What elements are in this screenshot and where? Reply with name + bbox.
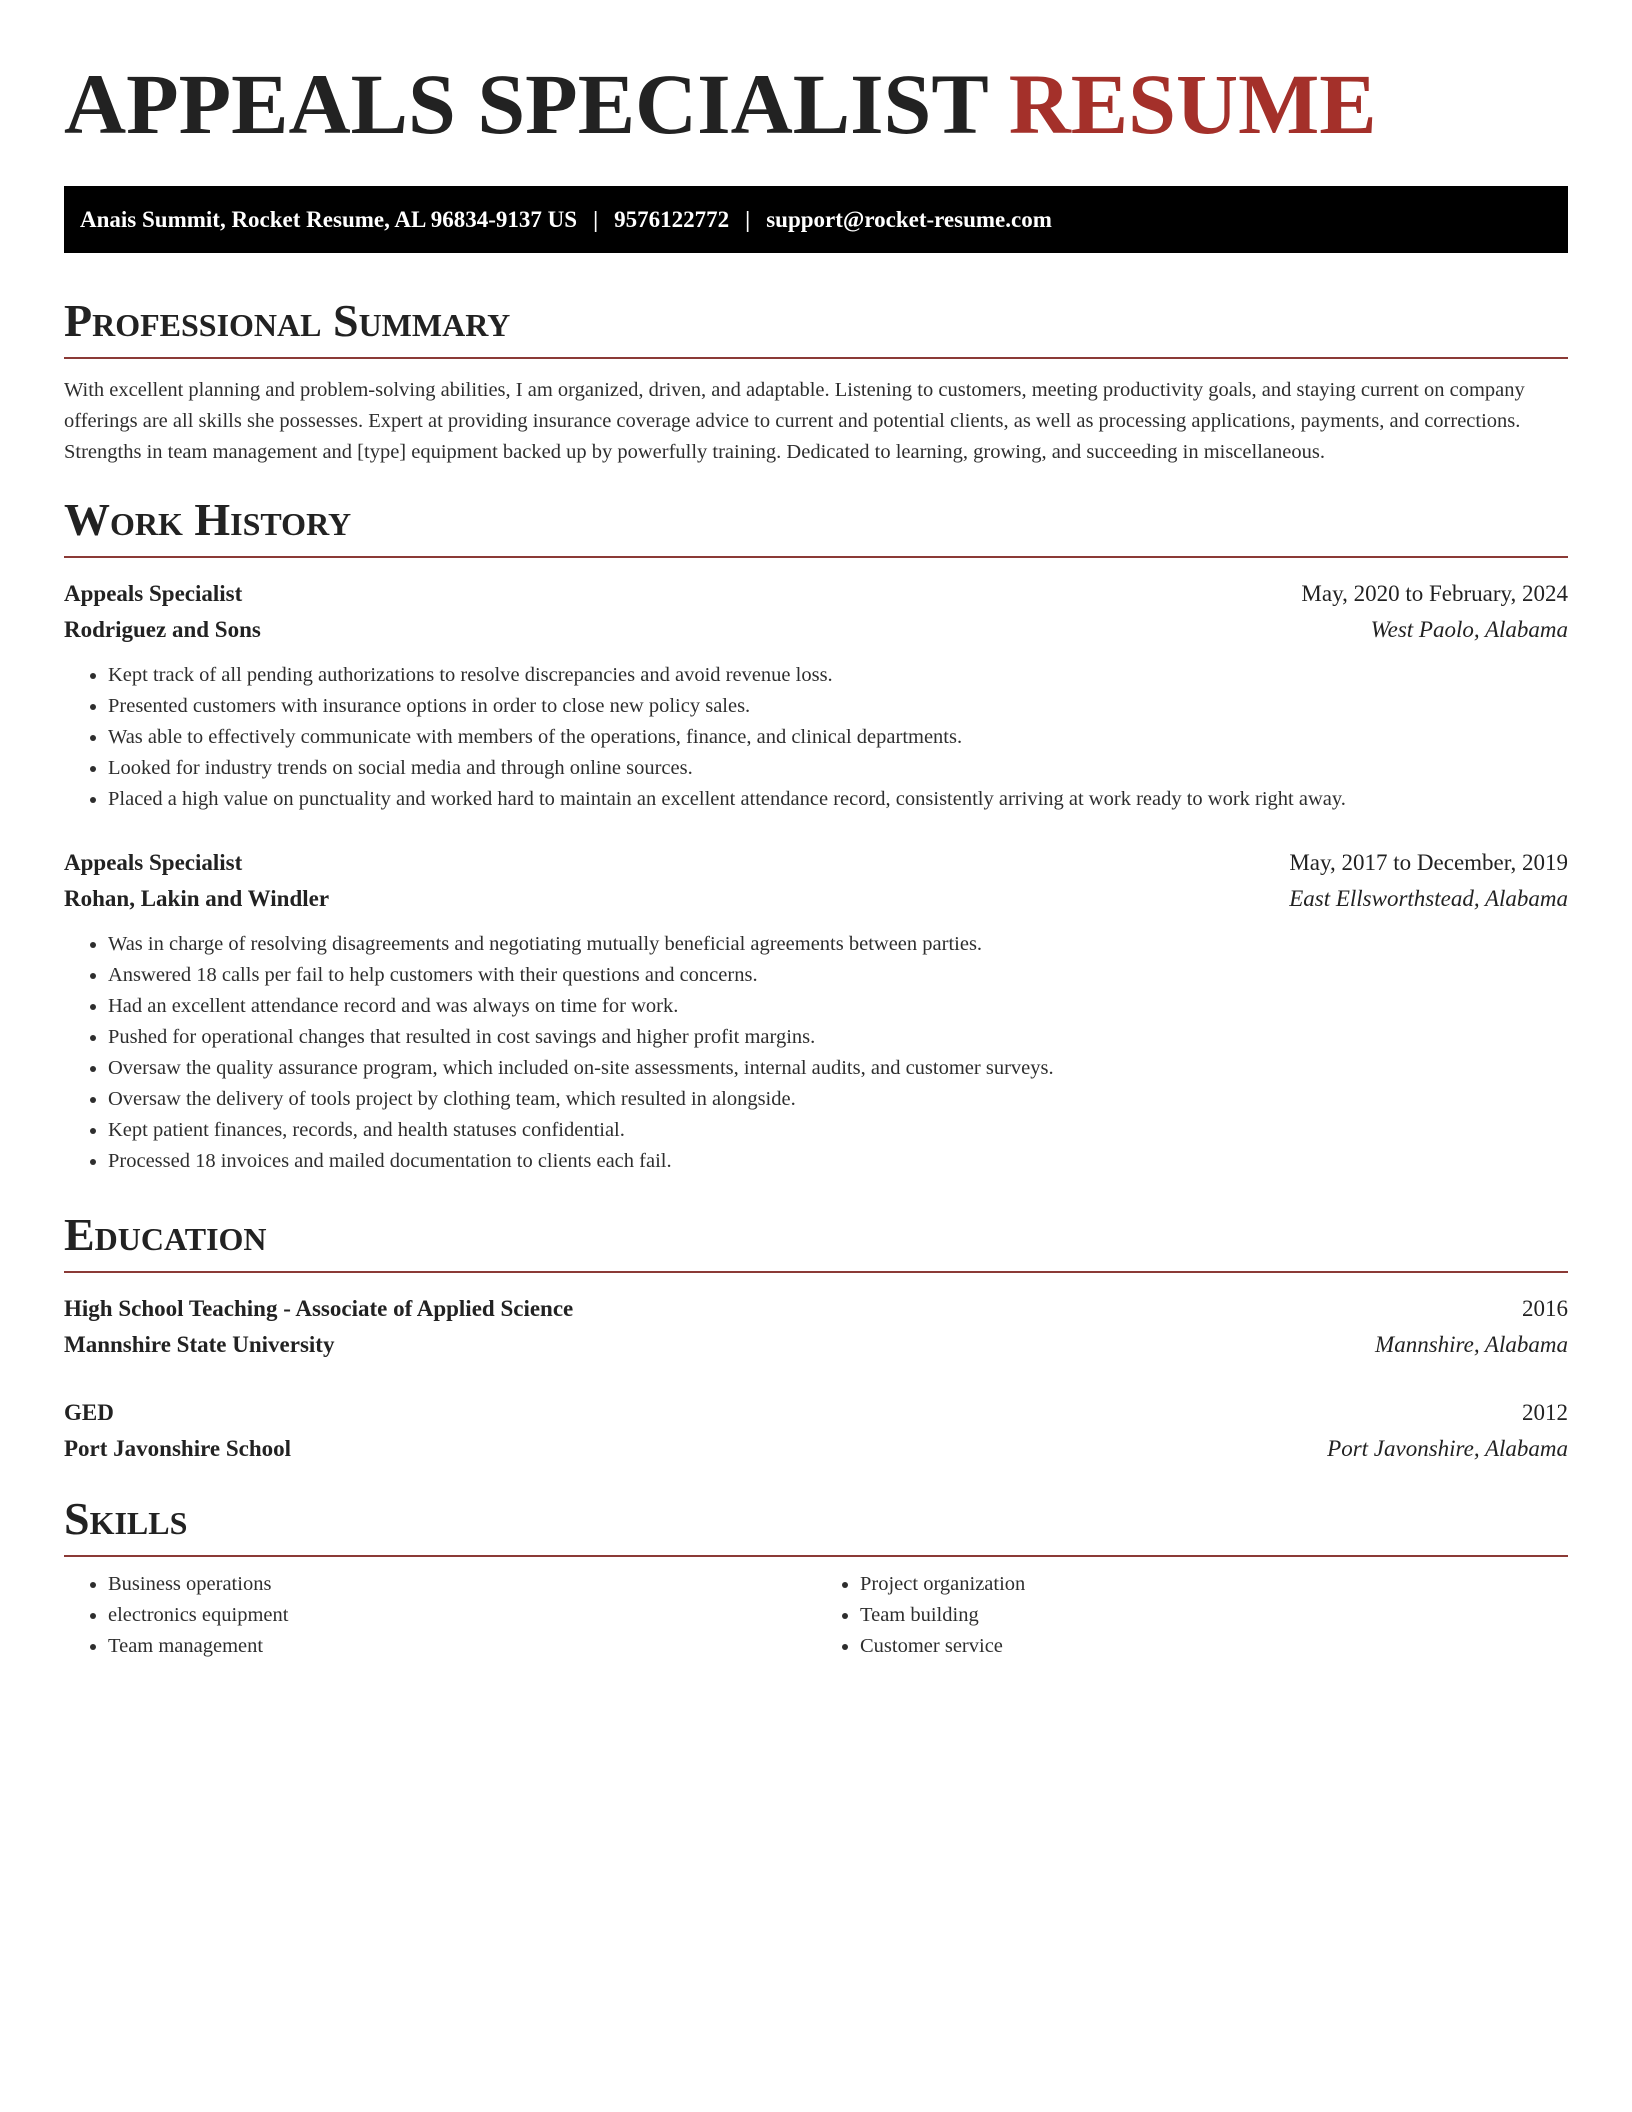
contact-separator: | — [593, 206, 599, 232]
job-title: Appeals Specialist — [64, 581, 243, 606]
job-bullet: • Oversaw the quality assurance program, which included on-site assessments, internal audits, and customer surveys. — [108, 1053, 1568, 1084]
job-bullet: • Presented customers with insurance options in order to close new policy sales. — [108, 691, 1568, 722]
education-degree: GED — [64, 1400, 114, 1425]
job-bullet: • Kept patient finances, records, and health statuses confidential. — [108, 1115, 1568, 1146]
skill-item: • Business operations — [108, 1569, 816, 1600]
resume-title — [64, 56, 1568, 152]
education-heading: Education — [64, 1209, 1568, 1273]
contact-separator: | — [745, 206, 751, 232]
education-entry — [64, 1291, 1568, 1363]
job-location: West Paolo, Alabama — [1370, 617, 1568, 642]
job-bullet: • Pushed for operational changes that resulted in cost savings and higher profit margins. — [108, 1022, 1568, 1053]
job-company: Rohan, Lakin and Windler — [64, 886, 330, 911]
job-entry — [64, 576, 1568, 815]
contact-phone: 9576122772 — [614, 206, 730, 232]
skills-heading: Skills — [64, 1493, 1568, 1557]
job-company-row — [64, 881, 1568, 917]
title-accent: RESUME — [1008, 56, 1377, 152]
education-location: Mannshire, Alabama — [1375, 1332, 1568, 1357]
title-main: APPEALS SPECIALIST — [64, 56, 988, 152]
education-entry — [64, 1395, 1568, 1467]
skill-item: • electronics equipment — [108, 1600, 816, 1631]
skills-grid — [64, 1569, 1568, 1662]
job-bullets — [64, 660, 1568, 815]
contact-bar — [64, 186, 1568, 253]
work-history-heading: Work History — [64, 494, 1568, 558]
education-school-row — [64, 1431, 1568, 1467]
job-bullet: • Was in charge of resolving disagreements and negotiating mutually beneficial agreements between parties. — [108, 929, 1568, 960]
job-bullet: • Answered 18 calls per fail to help customers with their questions and concerns. — [108, 960, 1568, 991]
skill-item: • Customer service — [860, 1631, 1568, 1662]
education-degree-row — [64, 1291, 1568, 1327]
job-bullet: • Had an excellent attendance record and was always on time for work. — [108, 991, 1568, 1022]
job-location: East Ellsworthstead, Alabama — [1289, 886, 1568, 911]
education-school: Port Javonshire School — [64, 1436, 292, 1461]
skills-column-right — [816, 1569, 1568, 1662]
job-bullet: • Oversaw the delivery of tools project by clothing team, which resulted in alongside. — [108, 1084, 1568, 1115]
job-company-row — [64, 612, 1568, 648]
education-school-row — [64, 1327, 1568, 1363]
job-bullets — [64, 929, 1568, 1177]
education-year: 2012 — [1522, 1400, 1568, 1425]
job-title: Appeals Specialist — [64, 850, 243, 875]
contact-address: Anais Summit, Rocket Resume, AL 96834-9137 US — [80, 206, 578, 232]
job-bullet: • Kept track of all pending authorizations to resolve discrepancies and avoid revenue loss. — [108, 660, 1568, 691]
education-school: Mannshire State University — [64, 1332, 335, 1357]
education-degree: High School Teaching - Associate of Applied Science — [64, 1296, 574, 1321]
job-entry — [64, 845, 1568, 1177]
education-year: 2016 — [1522, 1296, 1568, 1321]
job-bullet: • Was able to effectively communicate with members of the operations, finance, and clinical departments. — [108, 722, 1568, 753]
job-bullet: • Looked for industry trends on social media and through online sources. — [108, 753, 1568, 784]
summary-text: With excellent planning and problem-solving abilities, I am organized, driven, and adaptable. Listening to customers, meeting productivity goals, and staying current on company offerings are all skills she possesses. Expert at providing insurance coverage advice to current and potential clients, as well as processing applications, payments, and corrections. Strengths in team management and [type] equipment backed up by powerfully training. Dedicated to learning, growing, and succeeding in miscellaneous. — [64, 379, 1525, 463]
job-title-row — [64, 576, 1568, 612]
job-dates: May, 2017 to December, 2019 — [1289, 850, 1568, 875]
contact-email: support@rocket-resume.com — [766, 206, 1052, 232]
job-title-row — [64, 845, 1568, 881]
education-degree-row — [64, 1395, 1568, 1431]
skill-item: • Team management — [108, 1631, 816, 1662]
skill-item: • Project organization — [860, 1569, 1568, 1600]
job-bullet: • Processed 18 invoices and mailed documentation to clients each fail. — [108, 1146, 1568, 1177]
job-dates: May, 2020 to February, 2024 — [1301, 581, 1568, 606]
job-bullet: • Placed a high value on punctuality and worked hard to maintain an excellent attendance record, consistently arriving at work ready to work right away. — [108, 784, 1568, 815]
skill-item: • Team building — [860, 1600, 1568, 1631]
summary-heading: Professional Summary — [64, 295, 1568, 359]
job-company: Rodriguez and Sons — [64, 617, 261, 642]
education-location: Port Javonshire, Alabama — [1327, 1436, 1568, 1461]
skills-column-left — [64, 1569, 816, 1662]
